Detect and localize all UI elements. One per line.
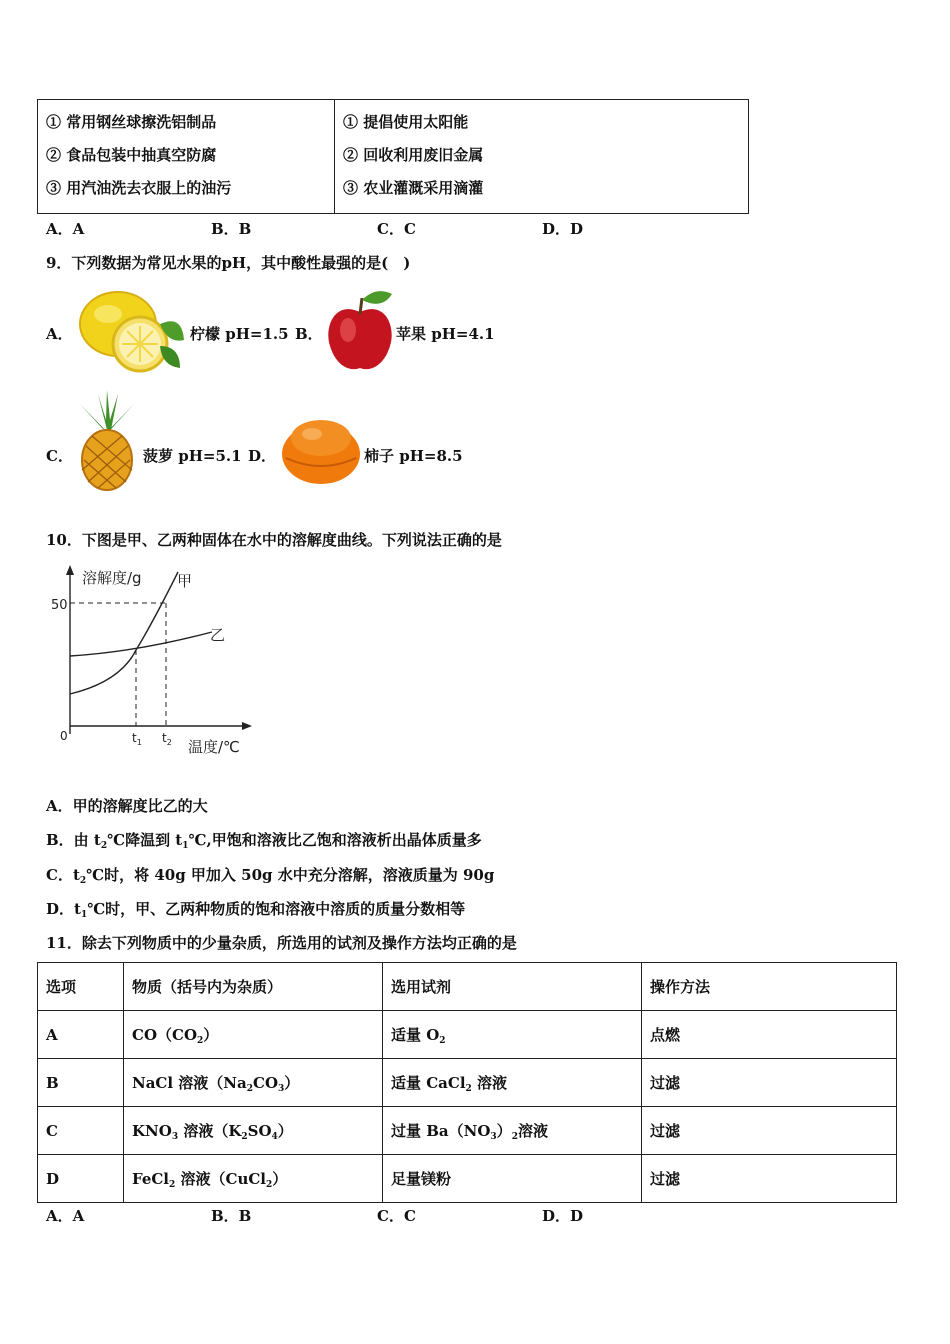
cell-option: A [38, 1011, 124, 1059]
curve-jia-label: 甲 [177, 572, 193, 590]
solubility-chart [40, 560, 270, 760]
curve-yi [70, 632, 212, 656]
table-row [38, 1059, 897, 1107]
cell-reagent: 适量 $O_2$ [383, 1011, 642, 1059]
q8-choice-c[interactable]: C．C [377, 220, 416, 238]
header-option: 选项 [38, 963, 124, 1011]
q11-table [37, 962, 897, 1203]
header-reagent: 选用试剂 [383, 963, 642, 1011]
q10-option-a[interactable]: A．甲的溶解度比乙的大 [46, 797, 208, 815]
q9-option-a-letter[interactable]: A． [46, 325, 73, 343]
cell-substance: FeCl$_2$ 溶液（CuCl$_2$） [124, 1155, 383, 1203]
y-axis-label: 溶解度/g [82, 569, 142, 587]
q11-choice-c[interactable]: C．C [377, 1207, 416, 1225]
table-row [38, 1107, 897, 1155]
cell-reagent: 适量 CaCl$_2$ 溶液 [383, 1059, 642, 1107]
cell-reagent: 足量镁粉 [383, 1155, 642, 1203]
q9-option-b-caption: 苹果 pH=4.1 [396, 325, 495, 343]
q10-option-d[interactable]: D．$t_1℃$时，甲、乙两种物质的饱和溶液中溶质的质量分数相等 [46, 900, 466, 920]
q11-choice-d[interactable]: D．D [542, 1207, 584, 1225]
q10-option-b[interactable]: B．由 $t_2℃$降温到 $t_1℃$,甲饱和溶液比乙饱和溶液析出晶体质量多 [46, 831, 482, 851]
q8-right-item: ① 提倡使用太阳能 [343, 113, 469, 131]
q8-right-item: ③ 农业灌溉采用滴灌 [343, 179, 484, 197]
y-axis-arrow [66, 565, 74, 575]
cell-reagent: 过量 $Ba(NO_3)_2$溶液 [383, 1107, 642, 1155]
q11-choice-a[interactable]: A．A [46, 1207, 85, 1225]
cell-option: C [38, 1107, 124, 1155]
persimmon-image [280, 414, 362, 490]
cell-method: 点燃 [642, 1011, 897, 1059]
cell-method: 过滤 [642, 1107, 897, 1155]
table-row [38, 1155, 897, 1203]
q9-option-a-caption: 柠檬 pH=1.5 [190, 325, 289, 343]
q9-option-c-caption: 菠萝 pH=5.1 [143, 447, 242, 465]
cell-substance: $CO(CO_2)$ [124, 1011, 383, 1059]
q11-stem: 11．除去下列物质中的少量杂质，所选用的试剂及操作方法均正确的是 [46, 934, 517, 952]
y-tick-50: 50 [51, 598, 68, 613]
cell-option: D [38, 1155, 124, 1203]
lemon-image [76, 284, 186, 376]
x-axis-label: 温度/℃ [188, 738, 240, 756]
q8-left-cell [38, 100, 335, 214]
q9-option-d-caption: 柿子 pH=8.5 [364, 447, 463, 465]
cell-method: 过滤 [642, 1059, 897, 1107]
q8-choice-d[interactable]: D．D [542, 220, 584, 238]
q8-choice-a[interactable]: A．A [46, 220, 85, 238]
cell-substance: $KNO_3$ 溶液$(K_2SO_4)$ [124, 1107, 383, 1155]
origin-label: 0 [60, 729, 68, 743]
header-method: 操作方法 [642, 963, 897, 1011]
table-row [38, 1011, 897, 1059]
q8-left-item: ③ 用汽油洗去衣服上的油污 [46, 179, 232, 197]
cell-substance: NaCl 溶液$(Na_2CO_3)$ [124, 1059, 383, 1107]
x-axis-arrow [242, 722, 252, 730]
q11-choice-b[interactable]: B．B [211, 1207, 252, 1225]
table-header-row [38, 963, 897, 1011]
x-tick-t2: $t_2$ [162, 731, 172, 747]
q10-option-c[interactable]: C．$t_2℃$时，将 40g 甲加入 50g 水中充分溶解，溶液质量为 90g [46, 866, 495, 886]
curve-yi-label: 乙 [210, 626, 226, 644]
apple-image [324, 286, 396, 376]
q8-left-item: ① 常用钢丝球擦洗铝制品 [46, 113, 217, 131]
cell-method: 过滤 [642, 1155, 897, 1203]
q9-option-b-letter[interactable]: B． [295, 325, 323, 343]
x-tick-t1: $t_1$ [132, 731, 142, 747]
q10-stem: 10．下图是甲、乙两种固体在水中的溶解度曲线。下列说法正确的是 [46, 531, 502, 549]
q9-option-c-letter[interactable]: C． [46, 447, 73, 465]
q8-left-item: ② 食品包装中抽真空防腐 [46, 146, 217, 164]
pineapple-image [76, 390, 138, 492]
q8-right-item: ② 回收利用废旧金属 [343, 146, 484, 164]
q9-stem: 9．下列数据为常见水果的pH，其中酸性最强的是( ) [46, 254, 411, 272]
q8-right-cell [335, 100, 749, 214]
q9-option-d-letter[interactable]: D． [248, 447, 277, 465]
q8-choice-b[interactable]: B．B [211, 220, 252, 238]
header-substance: 物质（括号内为杂质） [124, 963, 383, 1011]
q8-table [37, 99, 749, 214]
cell-option: B [38, 1059, 124, 1107]
curve-jia [70, 572, 178, 694]
